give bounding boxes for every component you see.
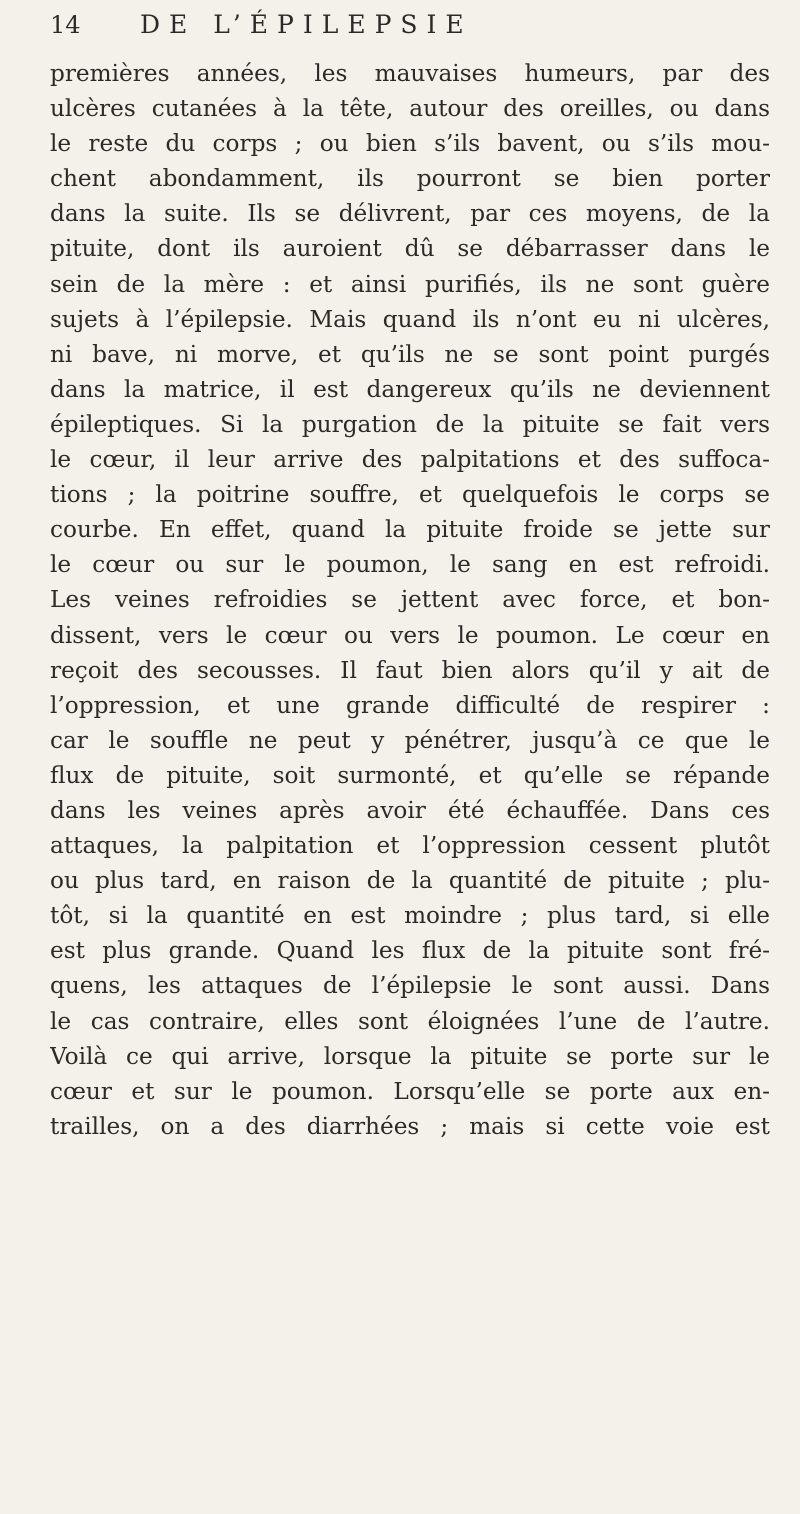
text-line: chent abondamment, ils pourront se bien porter — [50, 165, 770, 193]
text-line: tôt, si la quantité en est moindre ; plus tard, si elle — [50, 902, 770, 930]
text-line: le cœur ou sur le poumon, le sang en est refroidi. — [50, 551, 770, 579]
page-number: 14 — [50, 11, 81, 39]
text-line: l’oppression, et une grande difficulté de respirer : — [50, 691, 770, 719]
text-line: Les veines refroidies se jettent avec force, et bon- — [50, 586, 770, 614]
text-line: flux de pituite, soit surmonté, et qu’elle se répande — [50, 761, 770, 789]
text-line: quens, les attaques de l’épilepsie le sont aussi. Dans — [50, 972, 770, 1000]
text-line: épileptiques. Si la purgation de la pituite se fait vers — [50, 410, 770, 438]
text-line: car le souffle ne peut y pénétrer, jusqu’à ce que le — [50, 726, 770, 754]
body-text — [40, 56, 770, 1144]
text-line: dissent, vers le cœur ou vers le poumon. Le cœur en — [50, 621, 770, 649]
running-title: DE L’ÉPILEPSIE — [140, 10, 473, 39]
text-line: tions ; la poitrine souffre, et quelquefois le corps se — [50, 481, 770, 509]
text-line: est plus grande. Quand les flux de la pituite sont fré- — [50, 937, 770, 965]
text-line: reçoit des secousses. Il faut bien alors qu’il y ait de — [50, 656, 770, 684]
text-line: attaques, la palpitation et l’oppression cessent plutôt — [50, 832, 770, 860]
text-line: courbe. En effet, quand la pituite froide se jette sur — [50, 516, 770, 544]
text-line: sujets à l’épilepsie. Mais quand ils n’ont eu ni ulcères, — [50, 305, 770, 333]
text-line: le reste du corps ; ou bien s’ils bavent, ou s’ils mou- — [50, 130, 770, 158]
text-line: cœur et sur le poumon. Lorsqu’elle se porte aux en- — [50, 1077, 770, 1105]
text-line: ulcères cutanées à la tête, autour des oreilles, ou dans — [50, 95, 770, 123]
text-line: ni bave, ni morve, et qu’ils ne se sont point purgés — [50, 340, 770, 368]
text-line: dans la matrice, il est dangereux qu’ils ne deviennent — [50, 375, 770, 403]
running-head — [40, 10, 760, 56]
text-line: trailles, on a des diarrhées ; mais si cette voie est — [50, 1112, 770, 1140]
text-line: ou plus tard, en raison de la quantité de pituite ; plu- — [50, 867, 770, 895]
text-line: sein de la mère : et ainsi purifiés, ils ne sont guère — [50, 270, 770, 298]
text-line: le cœur, il leur arrive des palpitations et des suffoca- — [50, 446, 770, 474]
text-line: premières années, les mauvaises humeurs, par des — [50, 60, 770, 87]
text-line: dans la suite. Ils se délivrent, par ces moyens, de la — [50, 200, 770, 228]
text-line: pituite, dont ils auroient dû se débarrasser dans le — [50, 235, 770, 263]
text-line: Voilà ce qui arrive, lorsque la pituite se porte sur le — [50, 1042, 770, 1070]
text-line: le cas contraire, elles sont éloignées l’une de l’autre. — [50, 1007, 770, 1035]
text-line: dans les veines après avoir été échauffée. Dans ces — [50, 796, 770, 824]
